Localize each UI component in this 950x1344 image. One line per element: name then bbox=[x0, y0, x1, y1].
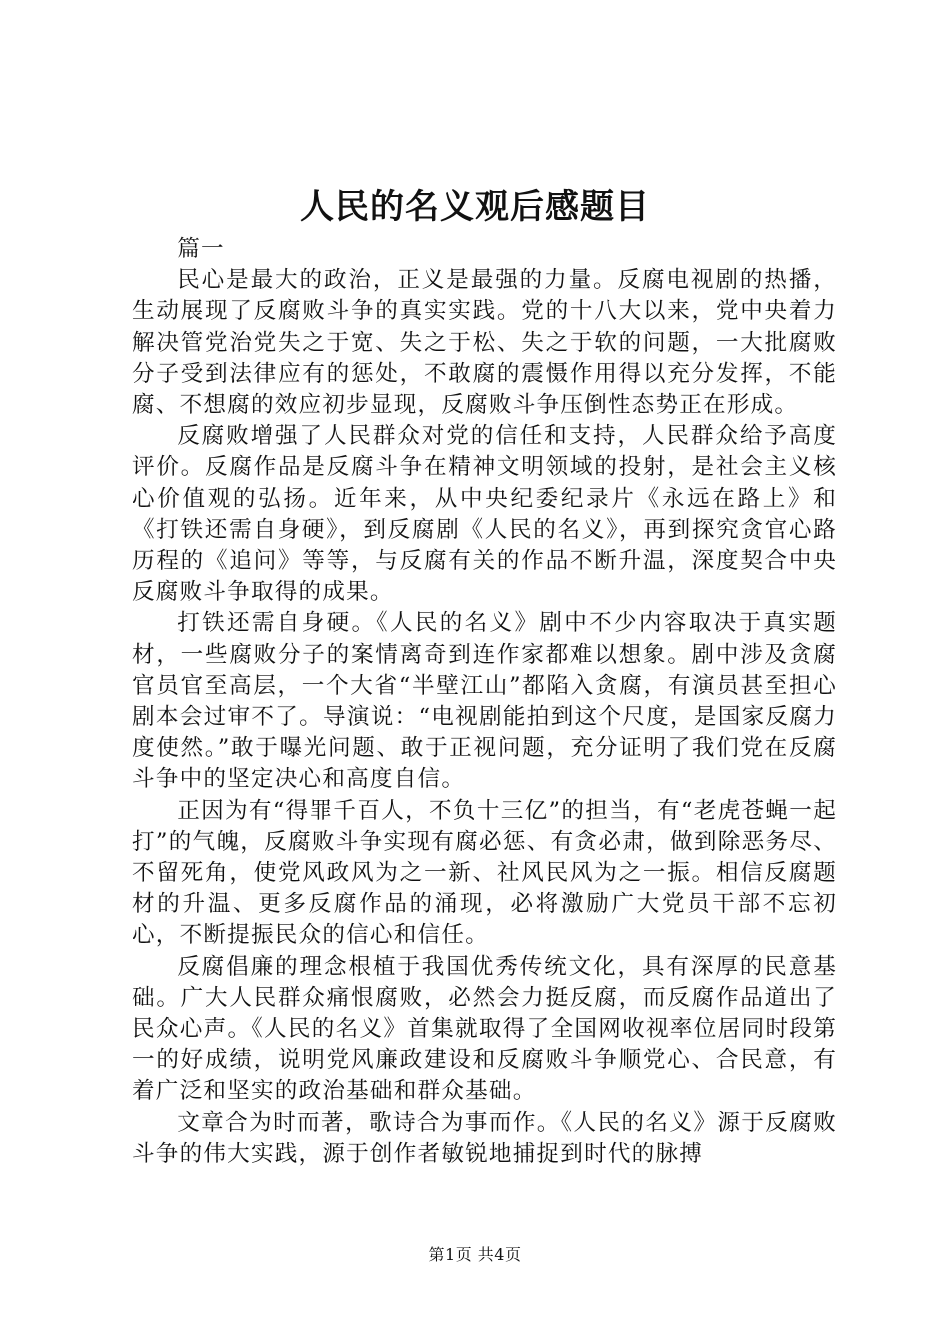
page-footer: 第1页 共4页 bbox=[428, 1245, 522, 1264]
paragraph-2: 反腐败增强了人民群众对党的信任和支持，人民群众给予高度评价。反腐作品是反腐斗争在精神文明领域的投射，是社会主义核心价值观的弘扬。近年来，从中央纪委纪录片《永远在路上》和《打铁还需自身硬》，到反腐剧《人民的名义》，再到探究贪官心路历程的《追问》等等，与反腐有关的作品不断升温，深度契合中央反腐败斗争取得的成果。 bbox=[132, 423, 837, 606]
paragraph-5: 反腐倡廉的理念根植于我国优秀传统文化，具有深厚的民意基础。广大人民群众痛恨腐败，必然会力挺反腐，而反腐作品道出了民众心声。《人民的名义》首集就取得了全国网收视率位居同时段第一的好成绩，说明党风廉政建设和反腐败斗争顺党心、合民意，有着广泛和坚实的政治基础和群众基础。 bbox=[132, 953, 837, 1105]
paragraph-3: 打铁还需自身硬。《人民的名义》剧中不少内容取决于真实题材，一些腐败分子的案情离奇到连作家都难以想象。剧中涉及贪腐官员官至高层，一个大省“半壁江山”都陷入贪腐，有演员甚至担心剧本会过审不了。导演说：“电视剧能拍到这个尺度，是国家反腐力度使然。”敢于曝光问题、敢于正视问题，充分证明了我们党在反腐斗争中的坚定决心和高度自信。 bbox=[132, 610, 837, 793]
paragraph-4: 正因为有“得罪千百人，不负十三亿”的担当，有“老虎苍蝇一起打”的气魄，反腐败斗争实现有腐必惩、有贪必肃，做到除恶务尽、不留死角，使党风政风为之一新、社风民风为之一振。相信反腐题材的升温、更多反腐作品的涌现，必将激励广大党员干部不忘初心，不断提振民众的信心和信任。 bbox=[132, 797, 837, 949]
section-label: 篇一 bbox=[177, 236, 225, 262]
document-body bbox=[132, 234, 837, 1170]
paragraph-6: 文章合为时而著，歌诗合为事而作。《人民的名义》源于反腐败斗争的伟大实践，源于创作者敏锐地捕捉到时代的脉搏 bbox=[132, 1109, 837, 1167]
document-title: 人民的名义观后感题目 bbox=[300, 187, 650, 227]
paragraph-1: 民心是最大的政治，正义是最强的力量。反腐电视剧的热播，生动展现了反腐败斗争的真实实践。党的十八大以来，党中央着力解决管党治党失之于宽、失之于松、失之于软的问题，一大批腐败分子受到法律应有的惩处，不敢腐的震慑作用得以充分发挥，不能腐、不想腐的效应初步显现，反腐败斗争压倒性态势正在形成。 bbox=[132, 267, 837, 419]
